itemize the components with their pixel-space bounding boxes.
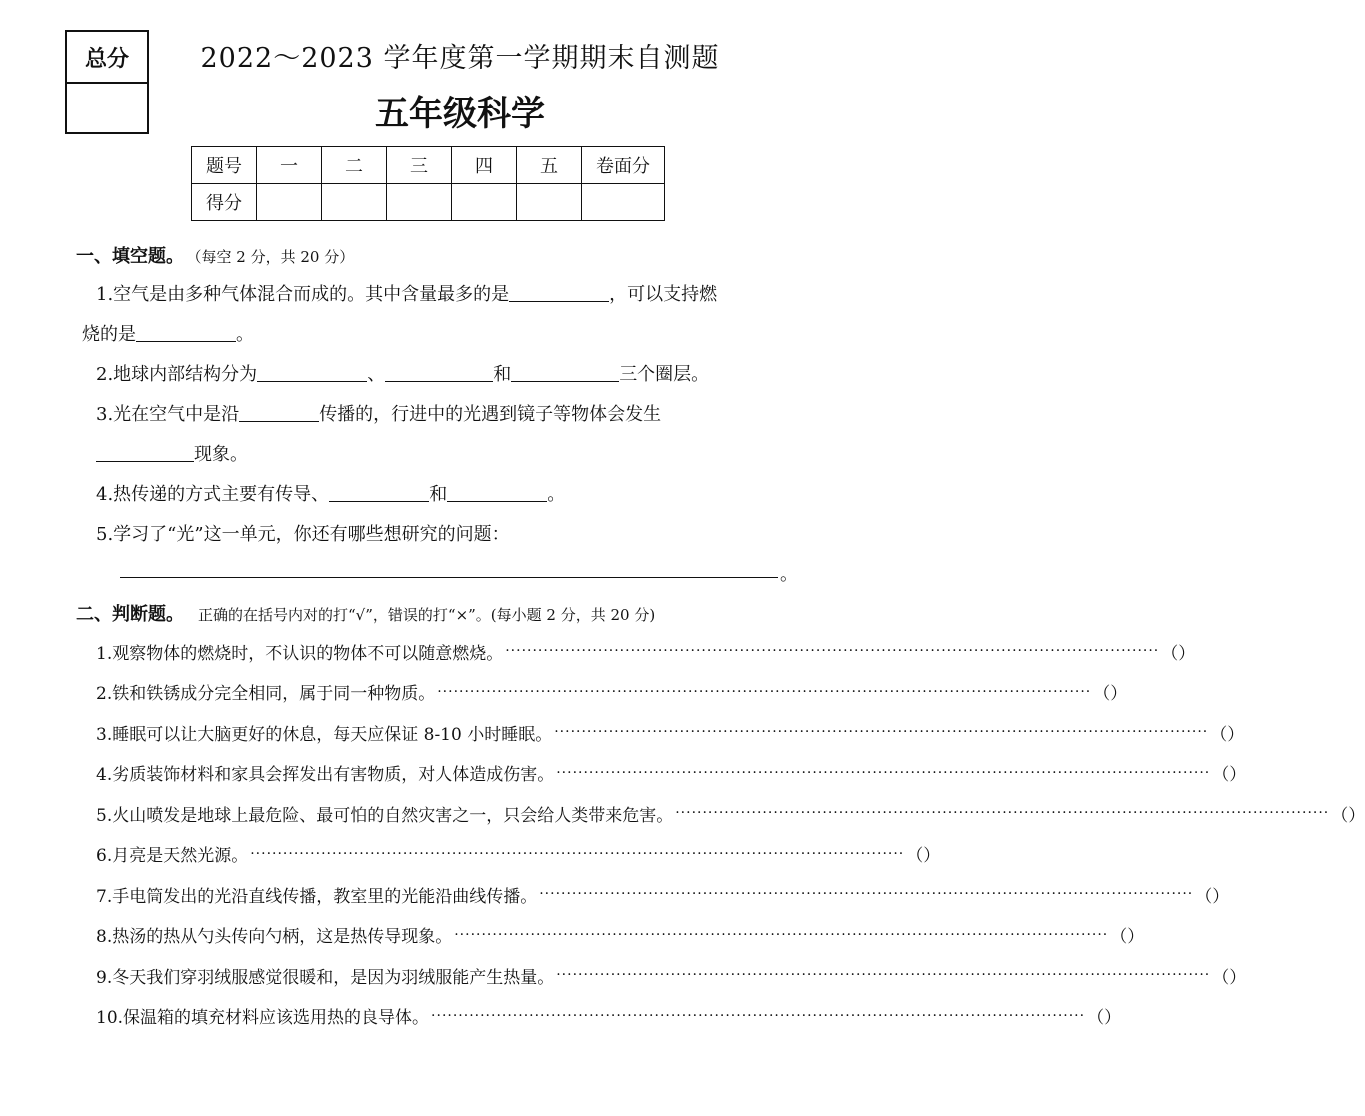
question-text: 3.光在空气中是沿 bbox=[96, 404, 240, 425]
question-text: 。 bbox=[547, 484, 566, 505]
section-heading: 一、填空题。 bbox=[76, 246, 184, 267]
true-false-item bbox=[96, 679, 1128, 705]
answer-blank[interactable] bbox=[329, 481, 429, 502]
question-1-line-1 bbox=[96, 280, 717, 306]
question-1-line-2 bbox=[82, 320, 254, 346]
score-cell: 五 bbox=[517, 147, 582, 184]
answer-parentheses[interactable] bbox=[906, 841, 940, 866]
leader-dots: ························································································································ bbox=[431, 1007, 1086, 1024]
paren-close: ） bbox=[1212, 886, 1230, 907]
question-4 bbox=[96, 480, 565, 506]
leader-dots: ························································································································ bbox=[539, 886, 1194, 902]
paren-close: ） bbox=[1227, 724, 1245, 745]
answer-long-blank[interactable] bbox=[120, 577, 778, 578]
true-false-item bbox=[96, 962, 1247, 988]
question-text: 现象。 bbox=[194, 444, 248, 465]
question-3-line-2 bbox=[96, 440, 248, 466]
leader-dots: ························································································································ bbox=[556, 967, 1211, 983]
paren-close: ） bbox=[1127, 927, 1145, 947]
question-text: 和 bbox=[493, 364, 512, 385]
item-text: 10.保温箱的填充材料应该选用热的良导体。 bbox=[96, 1008, 430, 1028]
question-text: 、 bbox=[367, 364, 386, 385]
exam-subject: 五年级科学 bbox=[375, 94, 545, 134]
exam-title: 2022～2023 学年度第一学期期末自测题 bbox=[200, 43, 720, 74]
answer-blank[interactable] bbox=[385, 361, 493, 382]
answer-blank[interactable] bbox=[509, 281, 609, 302]
paren-open: （ bbox=[1093, 684, 1111, 704]
answer-parentheses[interactable] bbox=[1212, 963, 1246, 988]
answer-blank[interactable] bbox=[257, 361, 367, 382]
true-false-item bbox=[96, 1003, 1122, 1029]
paren-close: ） bbox=[1229, 765, 1247, 785]
question-3-line-1 bbox=[96, 400, 661, 426]
score-cell: 二 bbox=[322, 147, 387, 184]
paren-close: ） bbox=[923, 846, 941, 866]
score-input-cell[interactable] bbox=[322, 184, 387, 221]
score-input-cell[interactable] bbox=[387, 184, 452, 221]
question-text: 三个圈层。 bbox=[619, 364, 710, 385]
score-table-score-row bbox=[192, 184, 665, 221]
leader-dots: ························································································································ bbox=[250, 845, 905, 862]
item-text: 9.冬天我们穿羽绒服感觉很暖和，是因为羽绒服能产生热量。 bbox=[96, 967, 555, 988]
leader-dots: ························································································································ bbox=[554, 724, 1209, 740]
question-text: 4.热传递的方式主要有传导、 bbox=[96, 484, 330, 505]
question-text: 2.地球内部结构分为 bbox=[96, 364, 258, 385]
section-true-false-heading bbox=[76, 600, 655, 626]
score-cell: 一 bbox=[257, 147, 322, 184]
score-row-label: 得分 bbox=[192, 184, 257, 221]
answer-blank[interactable] bbox=[96, 441, 194, 462]
true-false-item bbox=[96, 760, 1247, 786]
leader-dots: ························································································································ bbox=[675, 805, 1330, 821]
paren-open: （ bbox=[1110, 927, 1128, 947]
answer-parentheses[interactable] bbox=[1212, 760, 1246, 785]
true-false-item bbox=[96, 719, 1245, 745]
paren-open: （ bbox=[906, 846, 924, 866]
question-5-period: 。 bbox=[780, 564, 798, 585]
total-score-box bbox=[65, 30, 149, 134]
paren-open: （ bbox=[1212, 967, 1230, 988]
score-input-cell[interactable] bbox=[257, 184, 322, 221]
paren-open: （ bbox=[1210, 724, 1228, 745]
section-note: 正确的在括号内对的打“√”，错误的打“×”。(每小题 2 分，共 20 分) bbox=[198, 606, 656, 624]
paren-open: （ bbox=[1212, 765, 1230, 785]
true-false-item bbox=[96, 922, 1145, 948]
question-5 bbox=[96, 520, 510, 546]
question-text: 传播的，行进中的光遇到镜子等物体会发生 bbox=[319, 404, 662, 425]
item-text: 5.火山喷发是地球上最危险、最可怕的自然灾害之一，只会给人类带来危害。 bbox=[96, 805, 674, 826]
score-input-cell[interactable] bbox=[517, 184, 582, 221]
score-cell: 四 bbox=[452, 147, 517, 184]
item-text: 4.劣质装饰材料和家具会挥发出有害物质，对人体造成伤害。 bbox=[96, 765, 555, 785]
question-text: 1.空气是由多种气体混合而成的。其中含量最多的是 bbox=[96, 284, 510, 305]
score-table-header-row bbox=[192, 147, 665, 184]
paren-open: （ bbox=[1161, 643, 1179, 664]
question-text: 5.学习了“光”这一单元，你还有哪些想研究的问题： bbox=[96, 524, 510, 545]
question-text: 烧的是 bbox=[82, 324, 136, 345]
score-input-cell[interactable] bbox=[582, 184, 665, 221]
answer-blank[interactable] bbox=[447, 481, 547, 502]
total-score-field[interactable] bbox=[67, 84, 147, 132]
item-text: 3.睡眠可以让大脑更好的休息，每天应保证 8-10 小时睡眠。 bbox=[96, 724, 553, 745]
answer-parentheses[interactable] bbox=[1210, 720, 1244, 745]
section-note: （每空 2 分，共 20 分） bbox=[194, 248, 355, 266]
answer-parentheses[interactable] bbox=[1110, 922, 1144, 947]
score-cell: 题号 bbox=[192, 147, 257, 184]
question-text: 和 bbox=[429, 484, 448, 505]
question-text: 。 bbox=[236, 324, 254, 345]
leader-dots: ························································································································ bbox=[505, 643, 1160, 659]
item-text: 8.热汤的热从勺头传向勺柄，这是热传导现象。 bbox=[96, 927, 453, 947]
paren-close: ） bbox=[1178, 643, 1196, 664]
answer-parentheses[interactable] bbox=[1161, 639, 1195, 664]
true-false-item bbox=[96, 841, 941, 867]
answer-parentheses[interactable] bbox=[1087, 1003, 1121, 1028]
true-false-item bbox=[96, 800, 1365, 826]
true-false-item bbox=[96, 881, 1230, 907]
paren-close: ） bbox=[1348, 805, 1365, 826]
score-cell: 卷面分 bbox=[582, 147, 665, 184]
paren-open: （ bbox=[1331, 805, 1349, 826]
item-text: 2.铁和铁锈成分完全相同，属于同一种物质。 bbox=[96, 684, 436, 704]
item-text: 6.月亮是天然光源。 bbox=[96, 846, 249, 866]
answer-blank[interactable] bbox=[239, 401, 319, 422]
paren-close: ） bbox=[1110, 684, 1128, 704]
section-heading: 二、判断题。 bbox=[76, 604, 184, 625]
true-false-item bbox=[96, 638, 1196, 664]
leader-dots: ························································································································ bbox=[454, 926, 1109, 943]
question-text: ，可以支持燃 bbox=[609, 284, 718, 305]
paren-open: （ bbox=[1087, 1008, 1105, 1028]
answer-parentheses[interactable] bbox=[1331, 801, 1365, 826]
item-text: 1.观察物体的燃烧时，不认识的物体不可以随意燃烧。 bbox=[96, 643, 504, 664]
paren-close: ） bbox=[1104, 1008, 1122, 1028]
answer-blank[interactable] bbox=[511, 361, 619, 382]
question-2 bbox=[96, 360, 709, 386]
answer-blank[interactable] bbox=[136, 321, 236, 342]
paren-close: ） bbox=[1229, 967, 1247, 988]
item-text: 7.手电筒发出的光沿直线传播，教室里的光能沿曲线传播。 bbox=[96, 886, 538, 907]
leader-dots: ························································································································ bbox=[556, 764, 1211, 781]
score-table bbox=[191, 146, 665, 221]
paren-open: （ bbox=[1195, 886, 1213, 907]
section-fill-blank-heading bbox=[76, 242, 354, 268]
score-cell: 三 bbox=[387, 147, 452, 184]
answer-parentheses[interactable] bbox=[1195, 882, 1229, 907]
score-input-cell[interactable] bbox=[452, 184, 517, 221]
answer-parentheses[interactable] bbox=[1093, 679, 1127, 704]
total-score-label: 总分 bbox=[67, 32, 147, 84]
leader-dots: ························································································································ bbox=[437, 683, 1092, 700]
